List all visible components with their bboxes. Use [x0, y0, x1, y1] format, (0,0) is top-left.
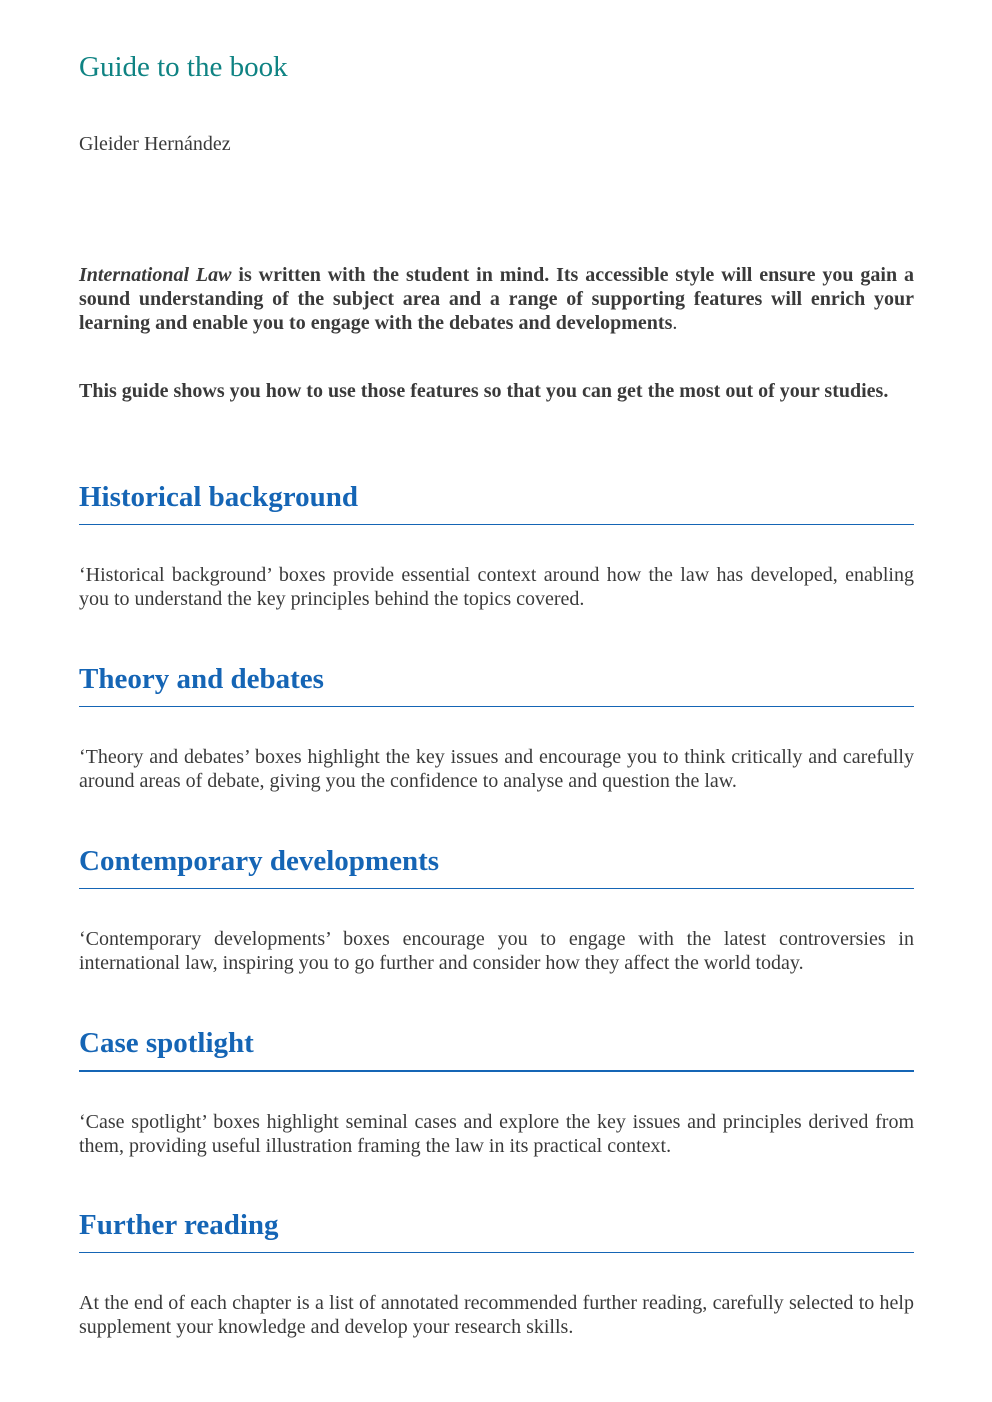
book-title: International Law: [79, 264, 232, 286]
section-heading: Case spotlight: [79, 1026, 914, 1072]
page-title: Guide to the book: [79, 51, 288, 83]
intro-paragraph: [79, 263, 914, 335]
intro-period: .: [672, 312, 678, 334]
section-heading: Theory and debates: [79, 662, 914, 707]
section-historical-background: [79, 480, 914, 611]
section-body: ‘Contemporary developments’ boxes encourage you to engage with the latest controversies in international law, inspiring you to go further and consider how they affect the world today.: [79, 928, 914, 974]
intro-lead-text: is written with the student in mind. Its accessible style will ensure you gain a sound understanding of the subject area and a range of supporting features will enrich your learning and enable you to engage with the debates and developments: [79, 264, 914, 334]
section-theory-and-debates: [79, 662, 914, 793]
section-body: At the end of each chapter is a list of annotated recommended further reading, carefully selected to help supplement your knowledge and develop your research skills.: [79, 1292, 914, 1338]
section-body: ‘Theory and debates’ boxes highlight the key issues and encourage you to think critically and carefully around areas of debate, giving you the confidence to analyse and question the law.: [79, 746, 914, 792]
section-case-spotlight: [79, 1026, 914, 1158]
section-body: ‘Case spotlight’ boxes highlight seminal cases and explore the key issues and principles derived from them, providing useful illustration framing the law in its practical context.: [79, 1111, 914, 1157]
section-heading: Historical background: [79, 480, 914, 525]
intro-guide-paragraph: This guide shows you how to use those features so that you can get the most out of your studies.: [79, 380, 889, 402]
section-heading: Contemporary developments: [79, 844, 914, 889]
section-further-reading: [79, 1208, 914, 1339]
section-contemporary-developments: [79, 844, 914, 975]
section-heading: Further reading: [79, 1208, 914, 1253]
author-name: Gleider Hernández: [79, 133, 231, 155]
section-body: ‘Historical background’ boxes provide essential context around how the law has developed, enabling you to understand the key principles behind the topics covered.: [79, 564, 914, 610]
